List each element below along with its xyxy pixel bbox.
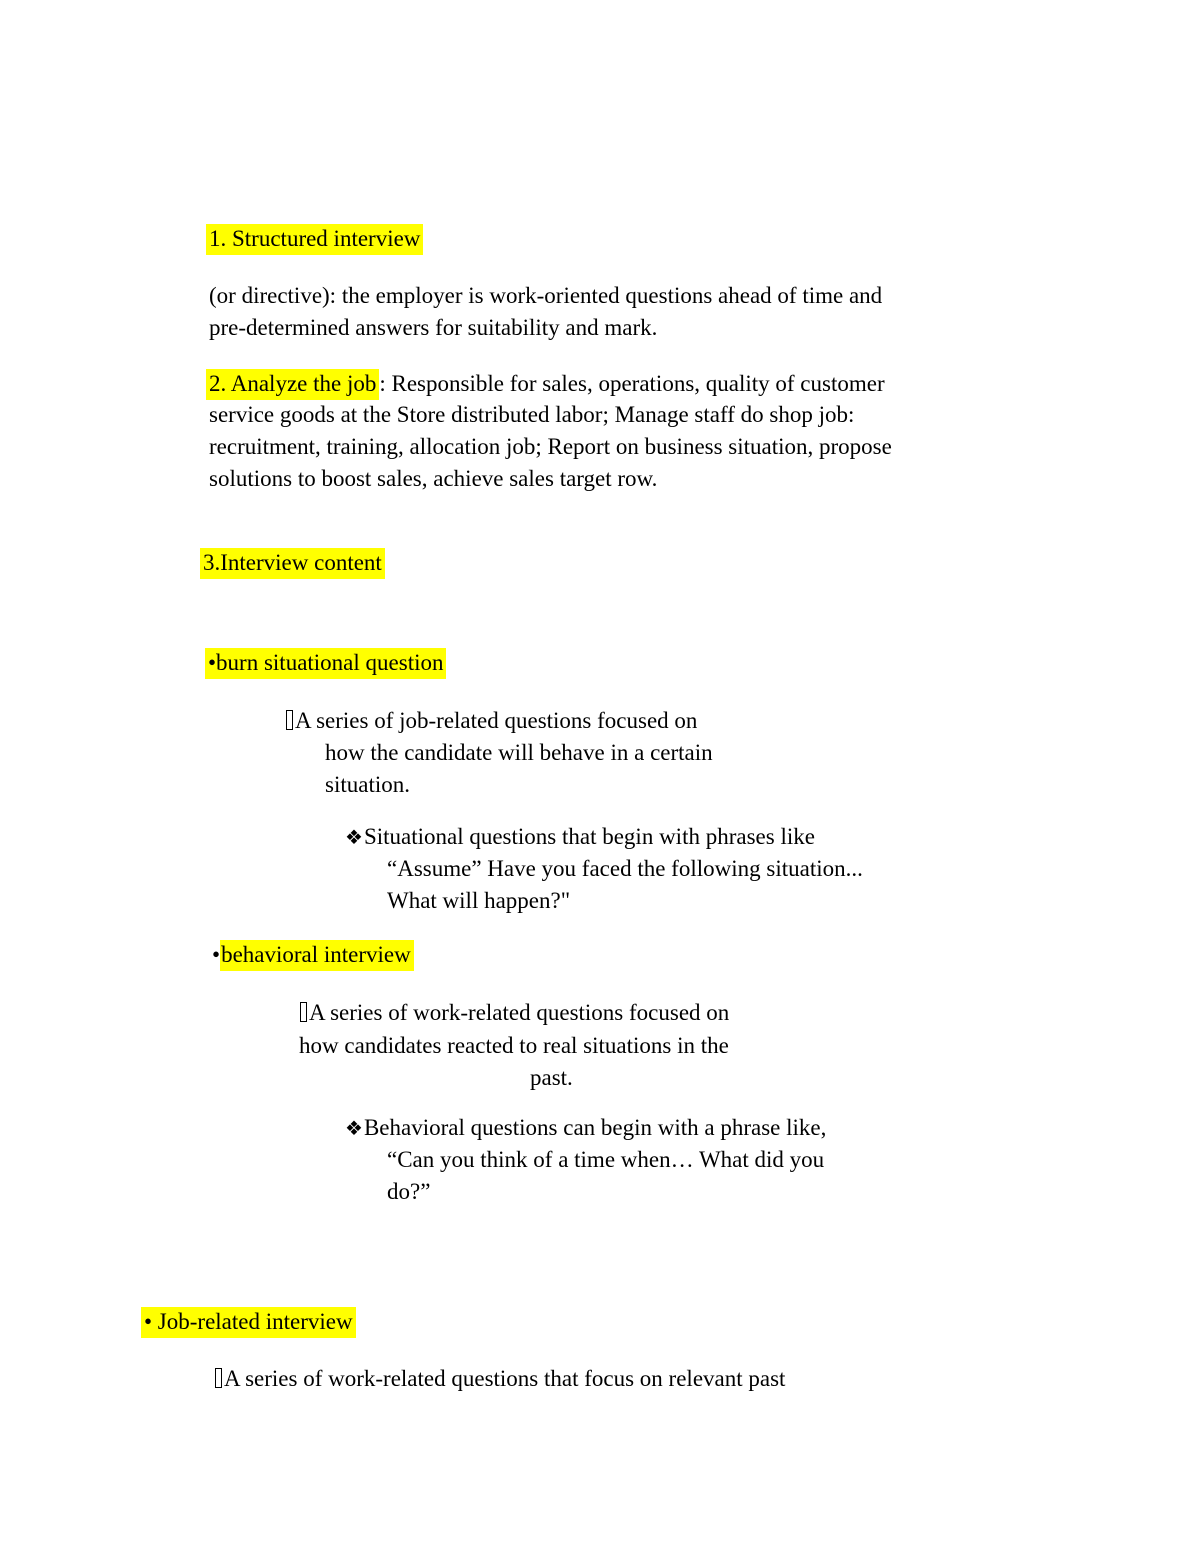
job-related-desc-line-1: A series of work-related questions that focus on relevant past bbox=[215, 1363, 785, 1395]
section-3-heading-line bbox=[203, 547, 385, 579]
section-2-body-line-3: recruitment, training, allocation job; Report on business situation, propose bbox=[209, 434, 892, 459]
behavioral-sub-line-2: “Can you think of a time when… What did you bbox=[387, 1147, 825, 1172]
situational-sub-line-2: “Assume” Have you faced the following situation... bbox=[387, 856, 863, 881]
section-2-line-1 bbox=[209, 368, 885, 400]
behavioral-desc-line-1: A series of work-related questions focused on bbox=[300, 997, 729, 1029]
four-diamond-bullet-icon: ❖ bbox=[345, 827, 363, 849]
section-1-body-line-2: pre-determined answers for suitability and mark. bbox=[209, 315, 658, 340]
situational-desc-line-1: A series of job-related questions focused on bbox=[286, 705, 697, 737]
situational-desc-line-2: how the candidate will behave in a certain bbox=[325, 740, 713, 765]
behavioral-desc-line-3: past. bbox=[530, 1065, 573, 1090]
behavioral-sub-line-1: ❖Behavioral questions can begin with a phrase like, bbox=[345, 1112, 826, 1145]
missing-glyph-box-icon bbox=[300, 1002, 307, 1022]
behavioral-interview-heading: behavioral interview bbox=[220, 940, 414, 971]
behavioral-bullet: • bbox=[212, 942, 221, 967]
behavioral-heading-line bbox=[212, 939, 414, 971]
section-1-heading-line bbox=[209, 223, 423, 255]
interview-content-heading: 3.Interview content bbox=[200, 548, 385, 579]
situational-question-heading: •burn situational question bbox=[205, 648, 446, 679]
section-1-body-line-1: (or directive): the employer is work-oriented questions ahead of time and bbox=[209, 283, 883, 308]
situational-sub-line-1: ❖Situational questions that begin with phrases like bbox=[345, 821, 815, 854]
job-related-heading-line bbox=[144, 1306, 356, 1338]
section-2-body-line-4: solutions to boost sales, achieve sales target row. bbox=[209, 466, 658, 491]
behavioral-desc-line-2: how candidates reacted to real situations in the bbox=[299, 1033, 729, 1058]
missing-glyph-box-icon bbox=[286, 710, 293, 730]
behavioral-sub-line-3: do?” bbox=[387, 1179, 431, 1204]
structured-interview-heading: 1. Structured interview bbox=[206, 224, 423, 255]
four-diamond-bullet-icon: ❖ bbox=[345, 1118, 363, 1140]
analyze-job-heading: 2. Analyze the job bbox=[206, 369, 379, 400]
situational-sub-line-3: What will happen?" bbox=[387, 888, 571, 913]
job-related-interview-heading: • Job-related interview bbox=[141, 1307, 356, 1338]
missing-glyph-box-icon bbox=[215, 1368, 222, 1388]
section-2-body-line-1: : Responsible for sales, operations, quality of customer bbox=[379, 371, 885, 396]
section-2-body-line-2: service goods at the Store distributed labor; Manage staff do shop job: bbox=[209, 402, 855, 427]
situational-desc-line-3: situation. bbox=[325, 772, 410, 797]
situational-heading-line bbox=[208, 647, 446, 679]
